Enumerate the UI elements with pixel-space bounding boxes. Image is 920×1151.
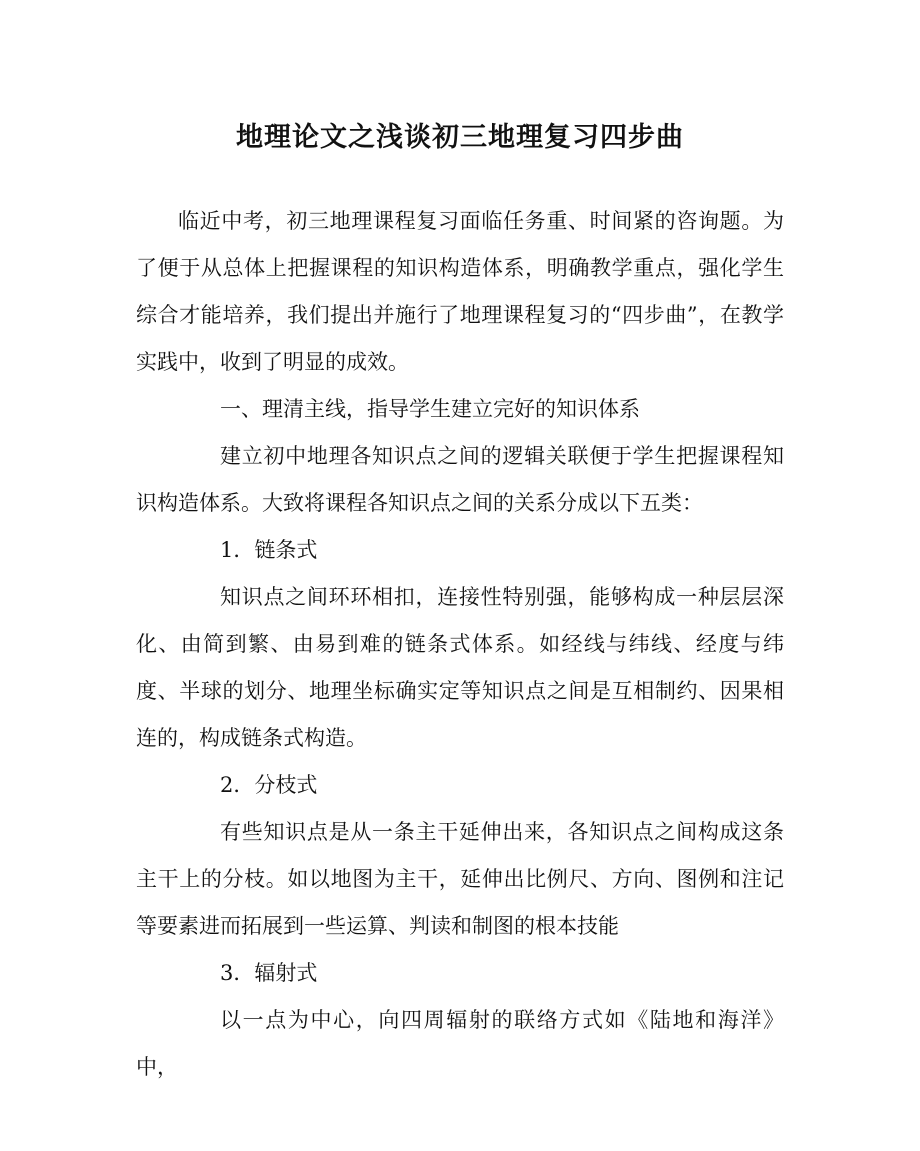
- intro-paragraph: 临近中考，初三地理课程复习面临任务重、时间紧的咨询题。为了便于从总体上把握课程的知识构造体系，明确教学重点，强化学生综合才能培养，我们提出并施行了地理课程复习的“四步曲”，在教学实践中，收到了明显的成效。: [136, 209, 784, 374]
- document-title: 地理论文之浅谈初三地理复习四步曲: [236, 122, 684, 153]
- body-paragraph: 有些知识点是从一条主干延伸出来，各知识点之间构成这条主干上的分枝。如以地图为主干，延伸出比例尺、方向、图例和注记等要素进而拓展到一些运算、判读和制图的根本技能: [136, 820, 784, 938]
- section-heading: 一、理清主线，指导学生建立完好的知识体系: [220, 397, 640, 421]
- document-body: [136, 198, 784, 1091]
- body-paragraph: 以一点为中心，向四周辐射的联络方式如《陆地和海洋》中，: [136, 1008, 784, 1079]
- body-paragraph: 知识点之间环环相扣，连接性特别强，能够构成一种层层深化、由简到繁、由易到难的链条式体系。如经线与纬线、经度与纬度、半球的划分、地理坐标确实定等知识点之间是互相制约、因果相连的，构成链条式构造。: [136, 585, 784, 750]
- subsection-heading: 3．辐射式: [220, 961, 318, 985]
- body-paragraph: 建立初中地理各知识点之间的逻辑关联便于学生把握课程知识构造体系。大致将课程各知识点之间的关系分成以下五类：: [136, 444, 784, 515]
- subsection-heading: 2．分枝式: [220, 773, 318, 797]
- subsection-heading: 1．链条式: [220, 538, 318, 562]
